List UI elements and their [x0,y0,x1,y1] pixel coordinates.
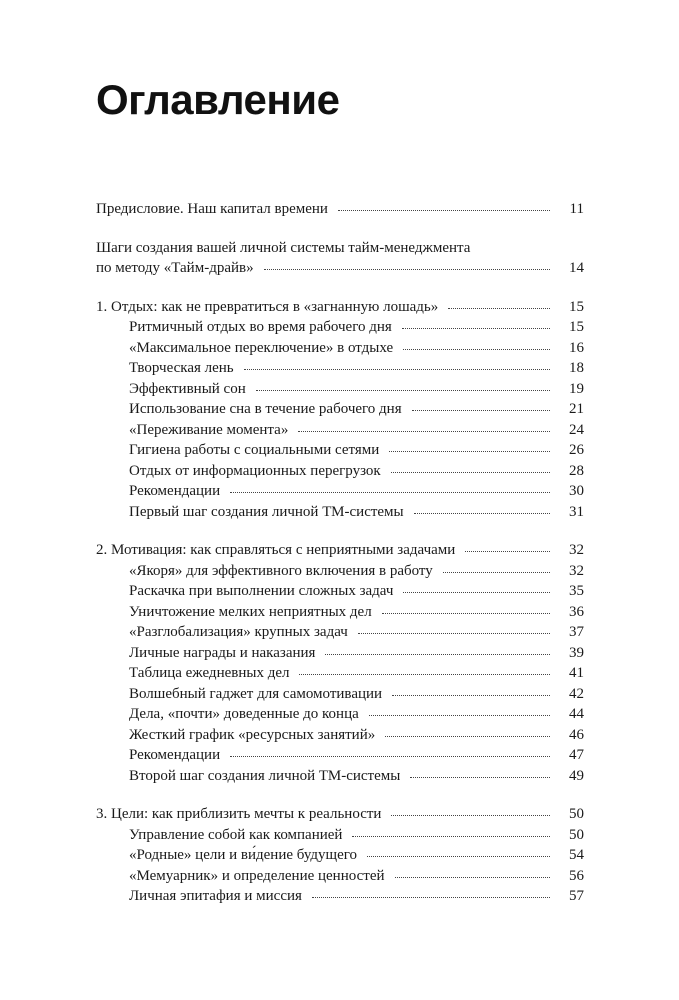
dot-leader [382,612,550,614]
toc-entry-label: Волшебный гаджет для самомотивации [129,685,383,702]
toc-chapter-heading[interactable] [96,540,584,561]
dot-leader [367,855,550,857]
toc-page-number: 44 [569,706,584,722]
toc-page-number: 56 [569,867,584,884]
dot-leader [402,327,550,329]
dot-leader [403,348,550,350]
toc-page-number: 39 [569,644,584,661]
toc-page-number: 21 [569,401,584,417]
toc-page-number: 15 [569,298,584,315]
toc-group-chapter-2 [96,540,584,786]
toc-entry-label: 1. Отдых: как не превратиться в «загнанную лошадь» [96,298,439,315]
dot-leader [230,755,550,757]
toc-page-number: 35 [569,583,584,599]
dot-leader [392,694,550,696]
toc-entry-preface[interactable] [96,199,584,220]
toc-chapter-heading[interactable] [96,804,584,825]
toc-entry[interactable] [96,502,584,523]
toc-page-number: 30 [569,483,584,499]
toc-page-number: 24 [569,421,584,438]
toc-page-number: 32 [569,542,584,558]
toc-entry[interactable] [96,866,584,887]
dot-leader [443,571,550,573]
dot-leader [412,409,550,411]
toc-entry[interactable] [96,663,584,684]
dot-leader [358,632,550,634]
toc-entry-label: Управление собой как компанией [129,826,343,843]
dot-leader [325,653,550,655]
toc-page-number: 14 [569,260,584,276]
toc-chapter-heading[interactable] [96,297,584,318]
toc-entry[interactable] [96,581,584,602]
toc-page-number: 47 [569,747,584,763]
toc-page-number: 28 [569,462,584,479]
toc-entry-label: «Разглобализация» крупных задач [129,624,348,640]
toc-page-number: 50 [569,806,584,822]
dot-leader [299,673,550,675]
toc-entry[interactable] [96,481,584,502]
toc-page-number: 15 [569,319,584,335]
toc-entry[interactable] [96,745,584,766]
table-of-contents [96,199,584,925]
toc-entry-label: Дела, «почти» доведенные до конца [129,706,359,722]
dot-leader [410,776,550,778]
toc-entry-label: «Переживание момента» [129,421,289,438]
toc-entry-label: Рекомендации [129,483,221,499]
toc-entry[interactable] [96,379,584,400]
toc-entry-label: Предисловие. Наш капитал времени [96,201,328,217]
toc-entry-label: Первый шаг создания личной ТМ-системы [129,503,404,520]
toc-page-number: 18 [569,360,584,376]
toc-entry-label: 3. Цели: как приблизить мечты к реальности [96,806,382,822]
toc-entry[interactable] [96,825,584,846]
toc-entry[interactable] [96,461,584,482]
toc-entry[interactable] [96,420,584,441]
toc-page-number: 32 [569,562,584,579]
toc-entry[interactable] [96,725,584,746]
toc-entry-label: Гигиена работы с социальными сетями [129,442,380,458]
toc-group-preface [96,199,584,220]
toc-entry-label: Отдых от информационных перегрузок [129,462,381,479]
dot-leader [298,430,550,432]
toc-page-number: 50 [569,826,584,843]
toc-entry[interactable] [96,561,584,582]
dot-leader [244,368,550,370]
page-title: Оглавление [96,76,340,123]
toc-entry[interactable] [96,622,584,643]
toc-entry[interactable] [96,704,584,725]
dot-leader [414,512,550,514]
toc-page-number: 19 [569,380,584,397]
toc-entry[interactable] [96,845,584,866]
toc-page-number: 36 [569,603,584,620]
toc-page-number: 11 [569,201,584,217]
dot-leader [385,735,550,737]
dot-leader [395,876,550,878]
dot-leader [312,896,550,898]
toc-page-number: 31 [569,503,584,520]
toc-entry-label: Таблица ежедневных дел [129,665,290,681]
toc-entry[interactable] [96,684,584,705]
dot-leader [338,209,550,211]
toc-entry-label: Ритмичный отдых во время рабочего дня [129,319,392,335]
dot-leader [403,591,550,593]
toc-page-number: 46 [569,726,584,743]
toc-entry-label: «Родные» цели и ви́дение будущего [129,847,358,863]
dot-leader [448,307,550,309]
toc-entry-label: Второй шаг создания личной ТМ-системы [129,767,401,784]
toc-entry-label: Жесткий график «ресурсных занятий» [129,726,376,743]
toc-entry-label: по методу «Тайм-драйв» [96,260,254,276]
toc-entry-steps-line1[interactable]: Шаги создания вашей личной системы тайм-менеджмента [96,239,471,256]
toc-entry-label: Личная эпитафия и миссия [129,888,302,904]
toc-entry-label: «Якоря» для эффективного включения в работу [129,562,433,579]
toc-entry-label: 2. Мотивация: как справляться с неприятными задачами [96,542,456,558]
toc-entry-label: «Максимальное переключение» в отдыхе [129,339,394,356]
dot-leader [391,471,550,473]
toc-page-number: 41 [569,665,584,681]
toc-entry[interactable] [96,358,584,379]
toc-entry-label: Рекомендации [129,747,221,763]
toc-entry[interactable] [96,886,584,907]
toc-entry[interactable] [96,338,584,359]
toc-chapters [96,297,584,907]
toc-entry-label: Раскачка при выполнении сложных задач [129,583,394,599]
toc-page-number: 54 [569,847,584,863]
dot-leader [389,450,550,452]
dot-leader [465,550,550,552]
toc-entry-label: Эффективный сон [129,380,246,397]
toc-page-number: 37 [569,624,584,640]
toc-entry-label: Личные награды и наказания [129,644,316,661]
dot-leader [264,268,550,270]
toc-page-number: 42 [569,685,584,702]
toc-group-chapter-1 [96,297,584,523]
toc-page-number: 16 [569,339,584,356]
toc-entry-label: Творческая лень [129,360,234,376]
dot-leader [352,835,550,837]
toc-entry-label: Уничтожение мелких неприятных дел [129,603,372,620]
toc-entry[interactable] [96,602,584,623]
toc-page-number: 49 [569,767,584,784]
toc-page-number: 26 [569,442,584,458]
toc-group-chapter-3 [96,804,584,907]
toc-entry-label: «Мемуарник» и определение ценностей [129,867,385,884]
dot-leader [256,389,550,391]
toc-entry[interactable] [96,399,584,420]
toc-entry[interactable] [96,766,584,787]
toc-group-steps [96,238,584,279]
dot-leader [230,491,550,493]
dot-leader [369,714,550,716]
toc-entry-label: Использование сна в течение рабочего дня [129,401,402,417]
toc-entry-steps[interactable] [96,258,584,279]
dot-leader [391,814,550,816]
toc-entry[interactable] [96,317,584,338]
toc-entry[interactable] [96,643,584,664]
toc-page-number: 57 [569,888,584,904]
toc-entry[interactable] [96,440,584,461]
